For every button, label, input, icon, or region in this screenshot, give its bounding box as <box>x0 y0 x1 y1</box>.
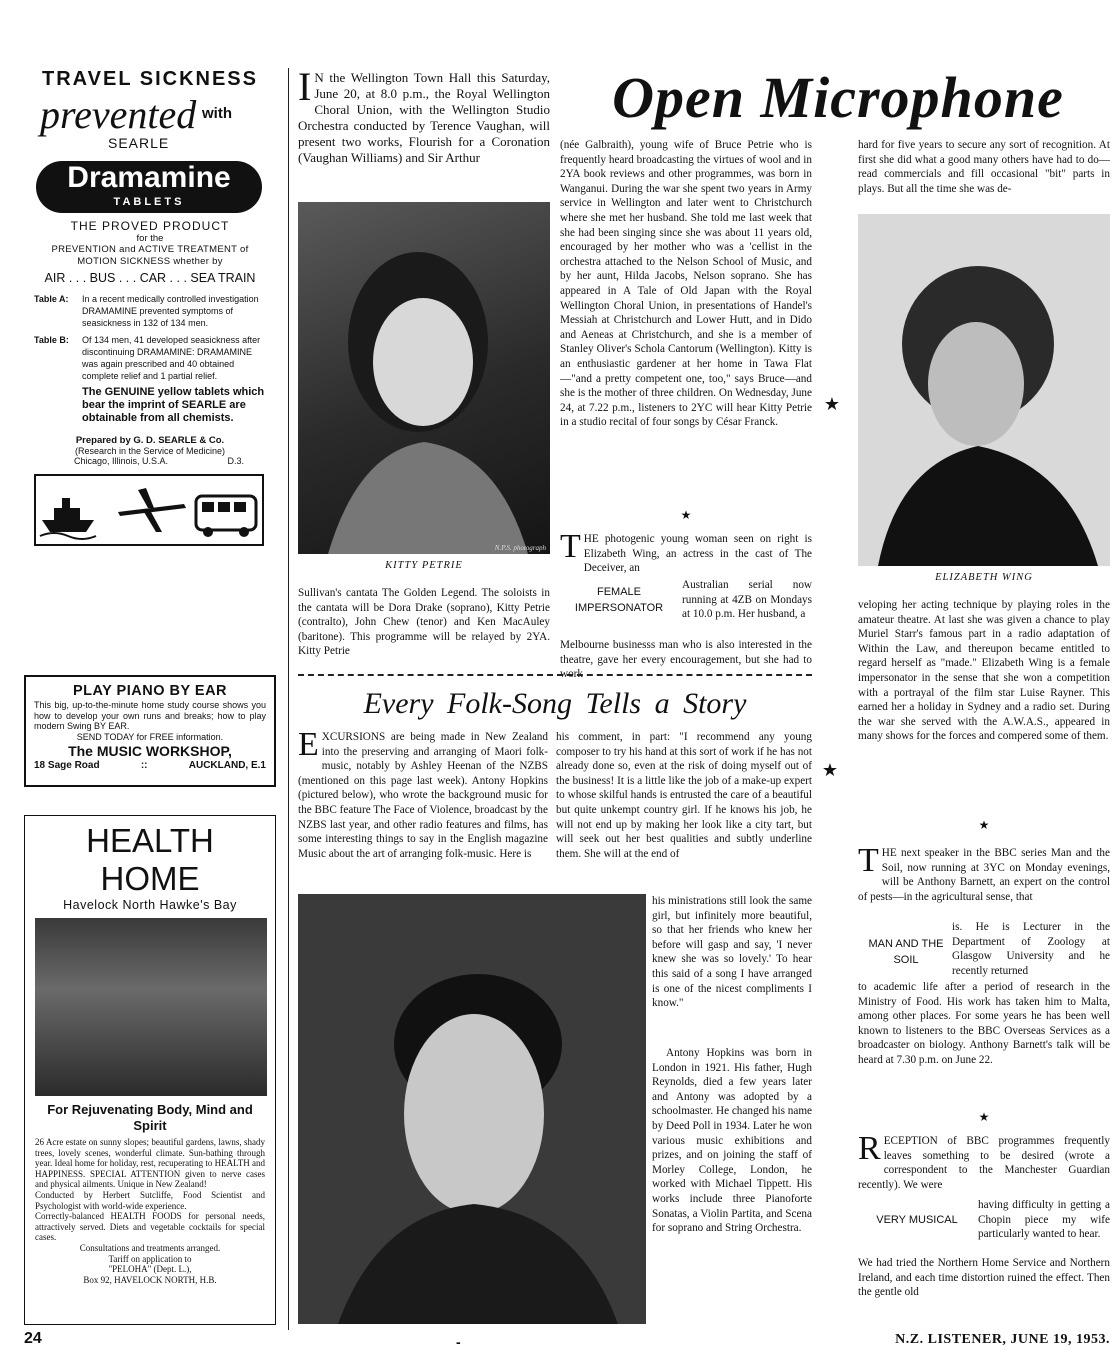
star-margin-2: ★ <box>821 760 839 780</box>
kitty-petrie-photo <box>298 202 550 554</box>
portrait-silhouette-2 <box>858 214 1110 566</box>
column-rule <box>288 68 289 1330</box>
folk-col2c: Antony Hopkins was born in London in 1921. His father, Hugh Reynolds, died a few years later and Antony was adopted by a schoolmaster. He changed his name by Deed Poll in 1934. Later he won various music exhibitions and prizes, and on joining the staff of Morley College, London, he worked with Michael Tippett. His works include three Pianoforte Sonatas, a Violin Partita, and Scena for soprano and String Orchestra. <box>652 1047 812 1235</box>
article-kitty-bio: (née Galbraith), young wife of Bruce Petrie who is frequently heard broadcasting the virtues of wool and in 2YA book reviews and other programmes, was born in Wanganui. During the war she spent two years in Army service in Wellington and later went to Christchurch where she met her husband. She told me last week that she had been singing since she was about 11 years old, encouraged by her mother who was a 'cellist in the orchestra attached to the Nelson School of Music, and by her aunt, Hilda Jacobs, Nelson soprano. She has appeared in A Tale of Old Japan with the Royal Wellington Choral Union, in presentations of Handel's Messiah at Christchurch and Lower Hutt, and in Dido and Aeneas at Christchurch, and she is a member of Stanley Oliver's Schola Cantorum (Wellington). Kitty is an enthusiastic gardener at her home in Tawa Flat—"and a pretty competent one, too," says Bruce—and she is the mother of three children. On Wednesday, June 24, at 7.22 p.m., listeners to 2YC will hear Kitty Petrie in a studio recital of four songs by César Franck. <box>560 139 812 429</box>
dropcap-t: T <box>560 528 581 565</box>
ad-health-p5: Tariff on application to <box>108 1253 192 1264</box>
ad-health-location: Havelock North Hawke's Bay <box>63 898 237 912</box>
dropcap-i: I <box>298 64 312 109</box>
dropcap-r: R <box>858 1130 881 1167</box>
ad-searle <box>34 68 266 668</box>
ad-searle-prevented: prevented <box>40 92 197 137</box>
article-wing-beside: Australian serial now running at 4ZB on Mondays at 10.0 p.m. Her husband, a <box>682 579 812 621</box>
ad-health-p7: Box 92, HAVELOCK NORTH, H.B. <box>83 1274 217 1285</box>
article-choral-intro <box>298 64 550 166</box>
folk-title: Every Folk-Song Tells a Story <box>363 687 747 720</box>
portrait-silhouette <box>298 202 550 554</box>
portrait-silhouette-3 <box>298 894 646 1324</box>
ad-searle-address: Chicago, Illinois, U.S.A. <box>74 455 169 466</box>
ad-searle-table-a-label: Table A: <box>34 294 69 304</box>
page-number: 24 <box>24 1330 42 1347</box>
ad-searle-headline: TRAVEL SICKNESS <box>42 68 258 90</box>
bus-icon <box>196 496 256 537</box>
star-margin-1: ★ <box>823 394 841 414</box>
article-choral-text: N the Wellington Town Hall this Saturday, June 20, at 8.0 p.m., the Royal Wellington Choral Union, with the Wellington Studio Orchestra conducted by Terence Vaughan, will present two works, Flourish for a Coronation (Vaughan Williams) and Sir Arthur <box>298 70 550 165</box>
issue-line: N.Z. LISTENER, JUNE 19, 1953. <box>895 1332 1110 1347</box>
ad-health-p6: "PELOHA" (Dept. L.), <box>108 1264 192 1275</box>
dramamine-brand: Dramamine <box>67 161 231 194</box>
photo-credit: N.P.S. photograph <box>494 544 546 552</box>
ad-searle-for: for the <box>136 233 164 244</box>
ad-piano-address: 18 Sage Road <box>34 759 100 771</box>
article-musical-text: ECEPTION of BBC programmes frequently leaves something to be desired (wrote a correspondent to the Manchester Guardian recently). We were <box>858 1135 1110 1191</box>
ad-health-headline: HEALTH HOME <box>86 822 214 897</box>
ad-searle-table-b: Of 134 men, 41 developed seasickness after discontinuing DRAMAMINE: DRAMAMINE was again prescribed and 40 obtained complete relief and 1 partial relief. <box>82 335 261 381</box>
ad-searle-with: with <box>202 105 232 122</box>
ad-piano-name: The MUSIC WORKSHOP, <box>68 742 232 759</box>
ad-health <box>24 815 276 1325</box>
health-home-photo <box>35 918 267 1096</box>
article-musical-beside: having difficulty in getting a Chopin piece my wife particularly wanted to hear. <box>978 1199 1110 1241</box>
footer-dash: - <box>456 1334 461 1350</box>
article-soil-intro <box>858 842 1110 904</box>
article-musical-cont: We had tried the Northern Home Service and Northern Ireland, and each time distortion ruined the effect. Then the gentle old <box>858 1257 1110 1299</box>
caption-elizabeth-wing: ELIZABETH WING <box>935 572 1033 583</box>
ad-health-p4: Consultations and treatments arranged. <box>79 1242 221 1253</box>
antony-hopkins-photo <box>298 894 646 1324</box>
ad-health-p2: Conducted by Herbert Sutcliffe, Food Scientist and Psychologist with world-wide experience. <box>35 1189 265 1211</box>
article-soil-cont: to academic life after a period of research in the Ministry of Food. His work has taken him to Malta, among other places. For some years he has been well known to listeners to the BBC Overseas Services as a broadcaster on biology. Anthony Barnett's talk will be heard at 7.30 p.m. on June 22. <box>858 981 1110 1066</box>
sidehead-female-impersonator: FEMALE IMPERSONATOR <box>574 586 664 614</box>
ad-searle-research: (Research in the Service of Medicine) <box>74 445 226 456</box>
sidehead-very-musical: VERY MUSICAL <box>876 1214 958 1226</box>
ad-searle-tagline: THE PROVED PRODUCT <box>70 219 230 233</box>
ad-piano-send: SEND TODAY for FREE information. <box>76 731 224 742</box>
ad-searle-brand: SEARLE <box>108 135 170 151</box>
ad-piano <box>24 675 276 787</box>
article-wing-col4: hard for five years to secure any sort of recognition. At first she did what a good many others have had to do—read commercials and fill occasional "bit" parts in plays. But all the time she was de- <box>858 139 1110 195</box>
ad-searle-prepared: Prepared by G. D. SEARLE & Co. <box>75 434 225 446</box>
elizabeth-wing-photo <box>858 214 1110 566</box>
article-choral-cont: Sullivan's cantata The Golden Legend. The soloists in the cantata will be Dora Drake (soprano), Kitty Petrie (contralto), John Chew (tenor) and Ken MacAuley (baritone). This programme will be relayed by 2YA. Kitty Petrie <box>298 587 550 658</box>
article-wing-col4-cont: veloping her acting technique by playing roles in the amateur theatre. At last she was given a chance to play Muriel Starr's famous part in a radio adaptation of Within the Law, and thereupon became entitled to regard herself as "made." Elizabeth Wing is a female impersonator in the sense that she won a competition with a portrayal of the film star Luise Rayner. This earned her a holiday in Sydney and a radio set. During the war she served with the A.W.A.S., appeared in many shows for the forces and compered some of them. <box>858 599 1110 743</box>
dramamine-tablets: TABLETS <box>113 196 185 208</box>
folk-col2b: his ministrations still look the same girl, but infinitely more beautiful, so that her friends who knew her before will gasp and say, 'I never knew she was so lovely.' To hear this said of a song I have arranged is one of the nicest compliments I know." <box>652 895 812 1010</box>
airplane-icon <box>118 488 186 532</box>
dropcap-e: E <box>298 726 319 763</box>
ad-piano-city: AUCKLAND, E.1 <box>188 759 266 771</box>
ad-health-tagline: For Rejuvenating Body, Mind and Spirit <box>47 1102 253 1133</box>
ad-searle-table-b-label: Table B: <box>34 335 69 346</box>
transport-illustration <box>34 474 264 546</box>
ad-piano-text: This big, up-to-the-minute home study course shows you how to develop your own runs and breaks; how to play modern Swing BY EAR. <box>34 700 266 731</box>
caption-kitty-petrie: KITTY PETRIE <box>385 560 463 571</box>
ad-piano-sep: :: <box>140 759 148 771</box>
article-wing-text: HE photogenic young woman seen on right is Elizabeth Wing, an actress in the cast of The Deceiver, an <box>583 533 812 575</box>
ad-searle-code: D.3. <box>227 455 244 466</box>
ad-health-p3: Correctly-balanced HEALTH FOODS for personal needs, attractively served. Diets and vegetable cocktails for special cases. <box>35 1211 265 1243</box>
ad-health-p1: 26 Acre estate on sunny slopes; beautiful gardens, lawns, shady trees, lovely scenes, wonderful climate. Sun-bathing through year. Ideal home for holiday, rest, recuperating to HEALTH and HAPPINESS. SPECIAL ATTENTION given to nerve cases and physical ailments. Unique in New Zealand! <box>35 1137 266 1190</box>
dashed-separator <box>298 674 812 676</box>
ad-searle-modes: AIR . . . BUS . . . CAR . . . SEA TRAIN <box>44 271 256 285</box>
star-divider-2: ★ <box>978 818 990 832</box>
ad-searle-table-a: In a recent medically controlled investigation DRAMAMINE prevented symptoms of seasickness in 132 of 134 men. <box>82 294 259 328</box>
star-divider: ★ <box>680 508 692 522</box>
ad-searle-treatment: PREVENTION and ACTIVE TREATMENT of MOTION SICKNESS whether by <box>51 244 249 267</box>
article-wing-intro <box>560 528 812 576</box>
article-wing-cont: Melbourne businesss man who is also interested in the theatre, gave her every encouragement, but she had to work <box>560 639 812 681</box>
ad-searle-genuine: The GENUINE yellow tablets which bear the imprint of SEARLE are obtainable from all chemists. <box>82 385 265 424</box>
dramamine-logo <box>36 161 262 213</box>
folk-col1 <box>298 726 548 861</box>
ship-icon <box>40 498 96 539</box>
star-divider-3: ★ <box>978 1110 990 1124</box>
folk-col2: his comment, in part: "I recommend any young composer to try his hand at this sort of work if he has not already done so, even at the risk of doing myself out of the business! It is a little like the job of a make-up expert to whose skilful hands is entrusted the care of a beautiful but quite unkempt country girl. If he knows his job, he will not end up by making her look like a city tart, but will seek out her best qualities and subtly underline them. She will at the end of <box>556 731 812 860</box>
sidehead-man-and-soil: MAN AND THE SOIL <box>868 938 944 966</box>
masthead-open-microphone: Open Microphone <box>612 65 1064 130</box>
article-soil-beside: is. He is Lecturer in the Department of Zoology at Glasgow University and he recently returned <box>952 921 1110 977</box>
article-musical-intro <box>858 1130 1110 1192</box>
folk-col1-text: XCURSIONS are being made in New Zealand into the preserving and arranging of Maori folk-music, notably by Ashley Heenan of the NZBS (mentioned on this page last week). Antony Hopkins (pictured below), who wrote the background music for the BBC feature The Face of Violence, broadcast by the NZBS last year, and other radio features and films, has some interesting things to say in the English magazine Music about the art of arranging folk-music. Here is <box>298 731 548 860</box>
ad-piano-headline: PLAY PIANO BY EAR <box>72 683 228 699</box>
article-soil-text: HE next speaker in the BBC series Man and the Soil, now running at 3YC on Monday evenings, will be Anthony Barnett, an expert on the control of pests—in the agricultural sense, that <box>858 847 1110 903</box>
dropcap-t2: T <box>858 842 879 879</box>
